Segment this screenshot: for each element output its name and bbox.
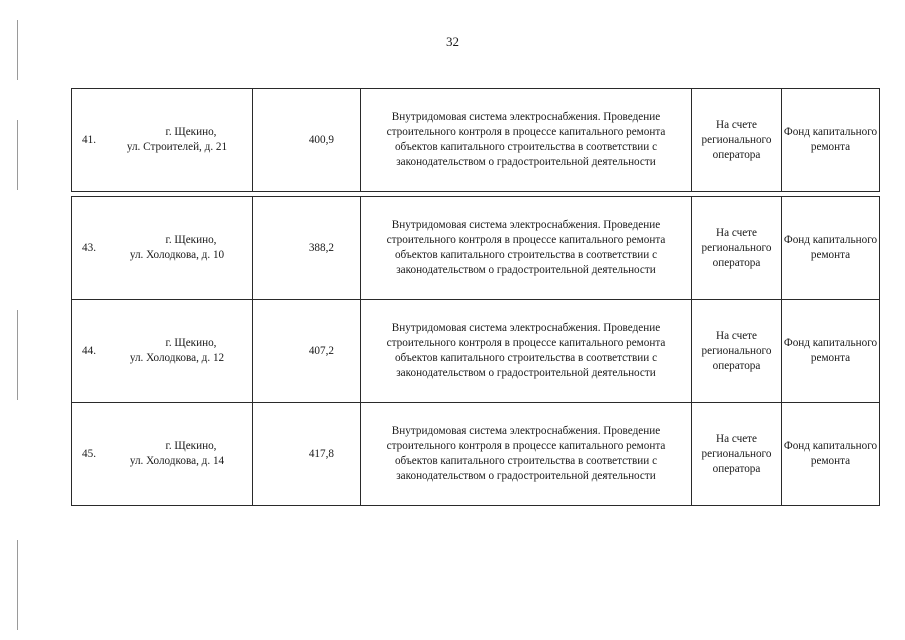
area-cell: 400,9 — [253, 89, 361, 192]
repair-table — [71, 88, 880, 192]
address-street: ул. Холодкова, д. 10 — [129, 249, 225, 261]
table-row — [72, 89, 880, 192]
table-row — [72, 403, 880, 506]
scan-margin-mark — [17, 20, 18, 80]
address-street: ул. Холодкова, д. 14 — [129, 455, 225, 467]
table-row — [72, 197, 880, 300]
row-number: 43. — [72, 197, 103, 300]
account-cell: На счете регионального оператора — [692, 197, 782, 300]
repair-table-continued — [71, 196, 880, 506]
scan-margin-mark — [17, 310, 18, 400]
area-cell: 407,2 — [253, 300, 361, 403]
page-number: 32 — [446, 34, 459, 49]
account-cell: На счете регионального оператора — [692, 300, 782, 403]
address-street: ул. Строителей, д. 21 — [126, 141, 228, 153]
row-number: 41. — [72, 89, 103, 192]
address-cell — [102, 403, 253, 506]
account-cell: На счете регионального оператора — [692, 89, 782, 192]
address-cell — [102, 197, 253, 300]
work-description-cell: Внутридомовая система электроснабжения. Проведение строительного контроля в процессе капитального ремонта объектов капитального строительства в соответствии с законодательством о градостроительной деятельности — [361, 300, 692, 403]
address-city: г. Щекино, — [165, 126, 217, 138]
fund-cell: Фонд капитального ремонта — [782, 197, 880, 300]
work-description-cell: Внутридомовая система электроснабжения. Проведение строительного контроля в процессе капитального ремонта объектов капитального строительства в соответствии с законодательством о градостроительной деятельности — [361, 403, 692, 506]
scan-margin-mark — [17, 120, 18, 190]
account-cell: На счете регионального оператора — [692, 403, 782, 506]
row-number: 45. — [72, 403, 103, 506]
address-city: г. Щекино, — [165, 234, 217, 246]
address-street: ул. Холодкова, д. 12 — [129, 352, 225, 364]
row-number: 44. — [72, 300, 103, 403]
address-cell — [102, 300, 253, 403]
address-city: г. Щекино, — [165, 440, 217, 452]
table-row — [72, 300, 880, 403]
area-cell: 388,2 — [253, 197, 361, 300]
address-cell — [102, 89, 253, 192]
work-description-cell: Внутридомовая система электроснабжения. Проведение строительного контроля в процессе капитального ремонта объектов капитального строительства в соответствии с законодательством о градостроительной деятельности — [361, 197, 692, 300]
fund-cell: Фонд капитального ремонта — [782, 403, 880, 506]
work-description-cell: Внутридомовая система электроснабжения. Проведение строительного контроля в процессе капитального ремонта объектов капитального строительства в соответствии с законодательством о градостроительной деятельности — [361, 89, 692, 192]
fund-cell: Фонд капитального ремонта — [782, 300, 880, 403]
area-cell: 417,8 — [253, 403, 361, 506]
scan-margin-mark — [17, 540, 18, 630]
address-city: г. Щекино, — [165, 337, 217, 349]
fund-cell: Фонд капитального ремонта — [782, 89, 880, 192]
